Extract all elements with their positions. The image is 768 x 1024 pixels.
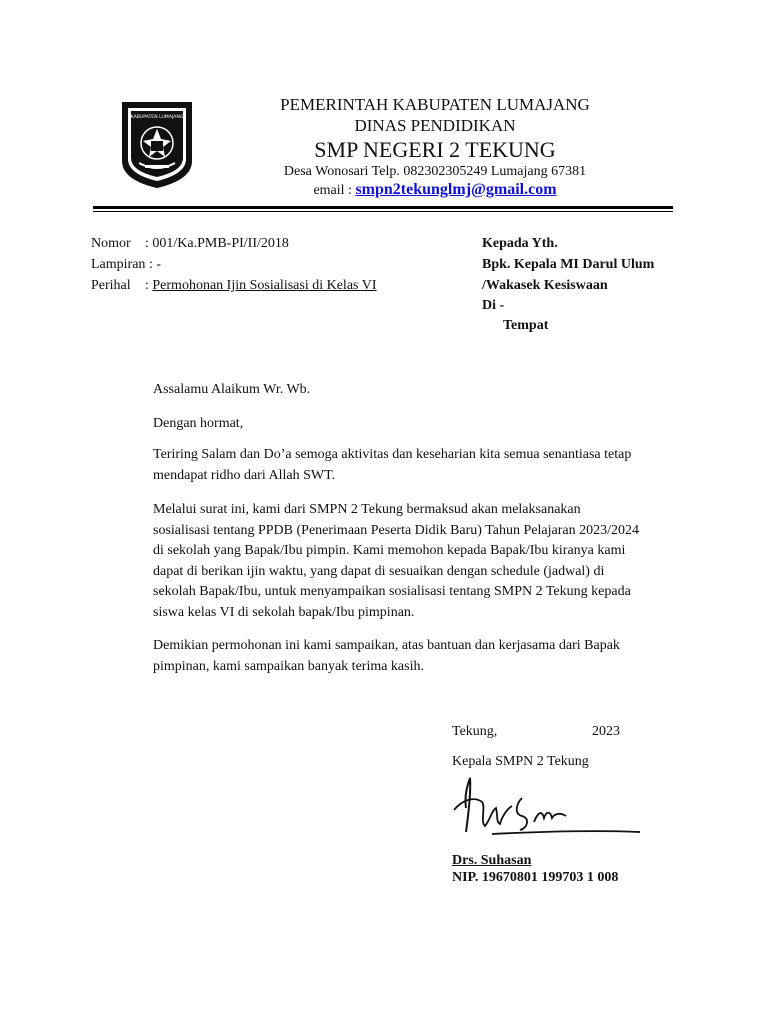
paragraph-1-line: mendapat ridho dari Allah SWT. bbox=[153, 467, 336, 483]
signature bbox=[452, 770, 652, 845]
perihal-value: Permohonan Ijin Sosialisasi di Kelas VI bbox=[152, 278, 377, 293]
recipient-line-3: /Wakasek Kesiswaan bbox=[482, 278, 608, 293]
header-address: Desa Wonosari Telp. 082302305249 Lumajang 67381 bbox=[283, 164, 587, 179]
paragraph-2-line: di sekolah yang Bapak/Ibu pimpin. Kami memohon kepada Bapak/Ibu kiranya kami bbox=[153, 543, 626, 558]
nomor-label: Nomor bbox=[91, 236, 131, 251]
header-email-line bbox=[205, 181, 665, 199]
signatory-name: Drs. Suhasan bbox=[452, 853, 532, 868]
paragraph-2 bbox=[153, 500, 683, 623]
lampiran-label: Lampiran bbox=[91, 257, 146, 272]
nomor-value: : 001/Ka.PMB-PI/II/2018 bbox=[145, 236, 289, 251]
nomor-row bbox=[91, 236, 289, 252]
email-link[interactable]: smpn2tekunglmj@gmail.com bbox=[355, 181, 557, 198]
header-rule-thin bbox=[93, 211, 673, 212]
perihal-row bbox=[91, 278, 377, 294]
recipient-line-4: Di - bbox=[482, 298, 505, 313]
paragraph-3-line: pimpinan, kami sampaikan banyak terima kasih. bbox=[153, 658, 424, 674]
paragraph-3 bbox=[153, 636, 683, 677]
email-label: email : bbox=[313, 183, 356, 198]
paragraph-2-line: siswa kelas VI di sekolah bapak/Ibu pimpinan. bbox=[153, 604, 415, 620]
logo-top-text: KABUPATEN LUMAJANG bbox=[130, 115, 184, 120]
regency-emblem-icon bbox=[121, 101, 193, 189]
paragraph-1 bbox=[153, 445, 683, 486]
lampiran-value: : - bbox=[149, 257, 162, 272]
signatory-nip: NIP. 19670801 199703 1 008 bbox=[452, 870, 619, 885]
recipient-line-5: Tempat bbox=[503, 318, 549, 333]
perihal-sep: : bbox=[145, 278, 149, 293]
header-school-name: SMP NEGERI 2 TEKUNG bbox=[314, 137, 556, 162]
perihal-label: Perihal bbox=[91, 278, 131, 293]
paragraph-2-line: sekolah Bapak/Ibu, untuk menyampaikan sosialisasi tentang SMPN 2 Tekung kepada bbox=[153, 584, 631, 599]
header-rule-thick bbox=[93, 206, 673, 209]
paragraph-1-line: Teriring Salam dan Do’a semoga aktivitas dan keseharian kita semua senantiasa tetap bbox=[153, 447, 632, 462]
header-government: PEMERINTAH KABUPATEN LUMAJANG bbox=[280, 95, 590, 114]
recipient-line-1: Kepada Yth. bbox=[482, 236, 558, 251]
salutation: Dengan hormat, bbox=[153, 416, 244, 431]
closing-place: Tekung, bbox=[452, 724, 498, 739]
paragraph-2-line: sosialisasi tentang PPDB (Penerimaan Peserta Didik Baru) Tahun Pelajaran 2023/2024 bbox=[153, 522, 639, 538]
greeting: Assalamu Alaikum Wr. Wb. bbox=[153, 382, 311, 397]
closing-year: 2023 bbox=[592, 724, 620, 739]
header-department: DINAS PENDIDIKAN bbox=[354, 116, 516, 135]
lampiran-row bbox=[91, 257, 161, 273]
recipient-line-2: Bpk. Kepala MI Darul Ulum bbox=[482, 257, 655, 272]
paragraph-2-line: Melalui surat ini, kami dari SMPN 2 Tekung bermaksud akan melaksanakan bbox=[153, 502, 581, 517]
closing-position: Kepala SMPN 2 Tekung bbox=[452, 754, 589, 769]
paragraph-2-line: dapat di berikan ijin waktu, yang dapat di sesuaikan dengan schedule (jadwal) di bbox=[153, 563, 605, 579]
paragraph-3-line: Demikian permohonan ini kami sampaikan, atas bantuan dan kerjasama dari Bapak bbox=[153, 638, 620, 653]
